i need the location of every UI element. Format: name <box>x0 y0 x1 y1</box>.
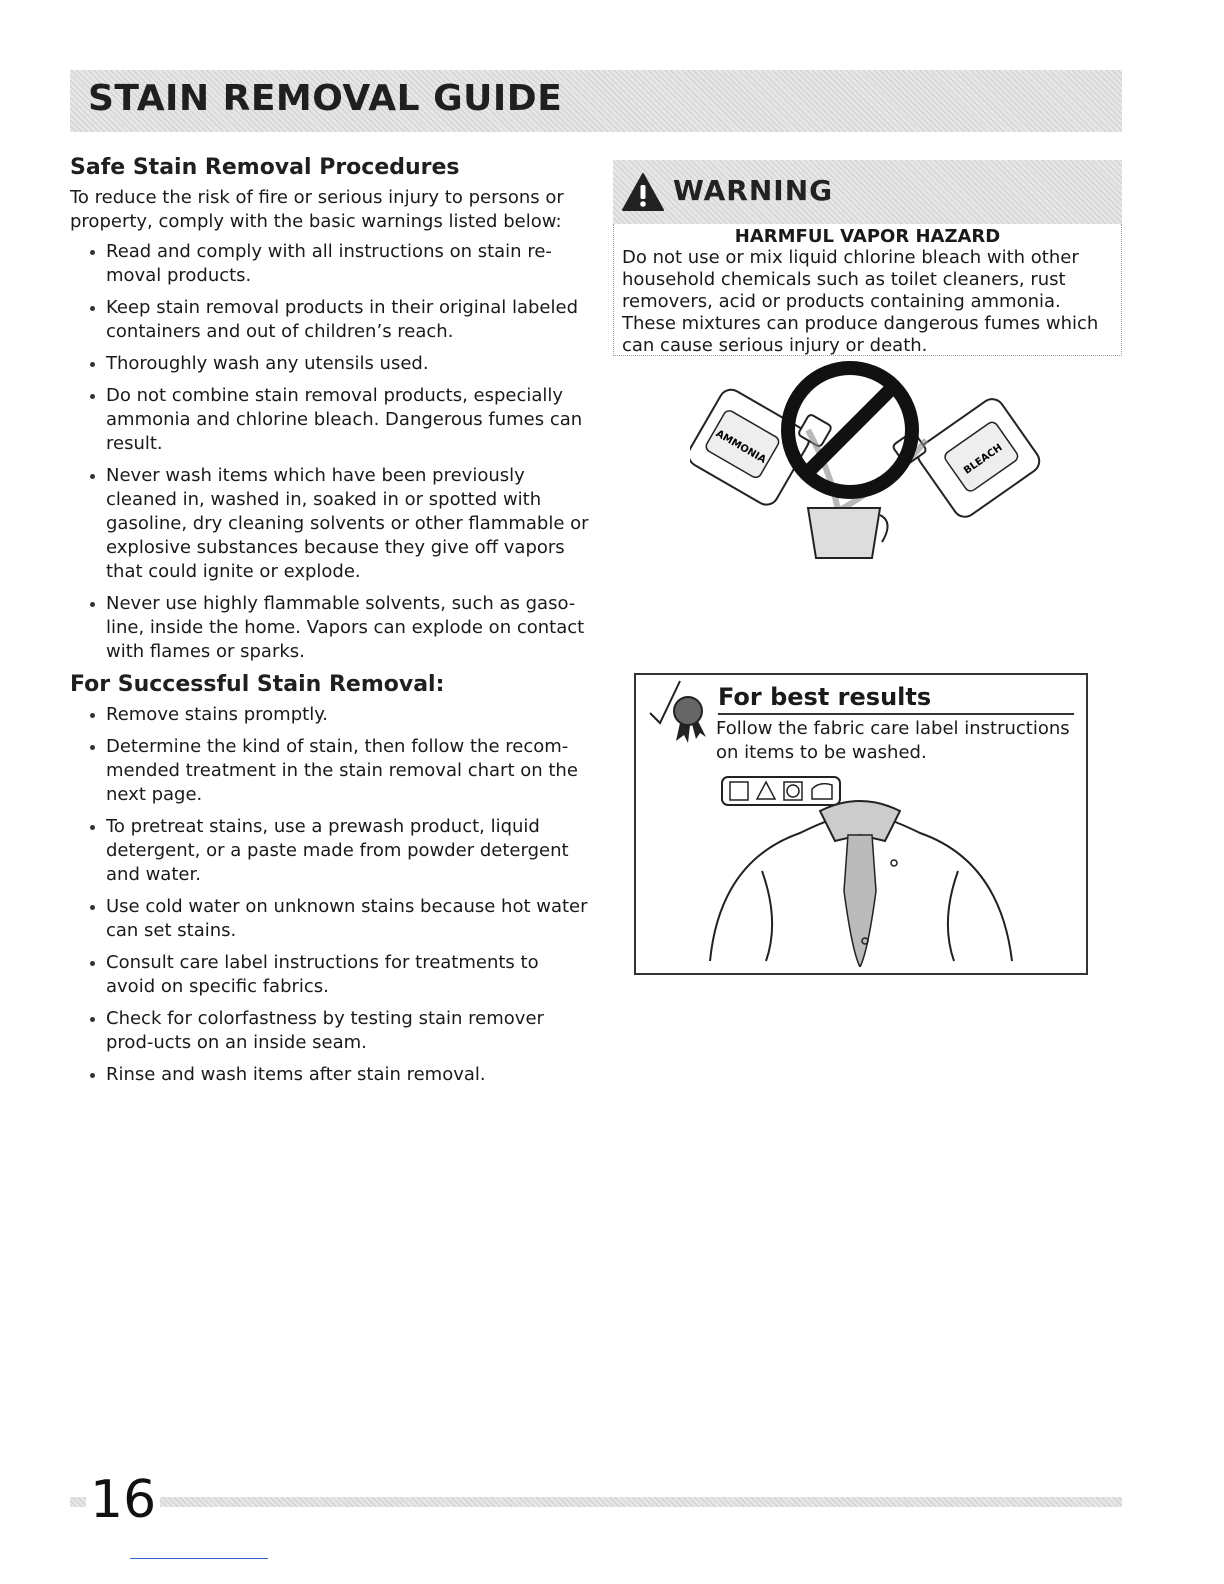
warning-body <box>613 224 1122 356</box>
list-item: Never use highly flammable solvents, such as gaso-line, inside the home. Vapors can explode on contact with flames or sparks. <box>70 592 590 664</box>
footer-bar <box>70 1497 1122 1507</box>
list-item: Thoroughly wash any utensils used. <box>70 352 590 376</box>
measuring-cup <box>808 508 888 558</box>
bleach-label: BLEACH <box>962 442 1005 477</box>
best-results-box <box>634 673 1088 975</box>
list-item: Keep stain removal products in their original labeled containers and out of children’s reach. <box>70 296 590 344</box>
ammonia-label: AMMONIA <box>713 428 768 466</box>
list-item: Consult care label instructions for treatments to avoid on specific fabrics. <box>70 951 590 999</box>
warning-box <box>613 160 1122 356</box>
warning-subtitle: HARMFUL VAPOR HAZARD <box>734 226 1001 247</box>
list-item: Rinse and wash items after stain removal. <box>70 1063 590 1087</box>
list-item: Check for colorfastness by testing stain remover prod-ucts on an inside seam. <box>70 1007 590 1055</box>
list-item: Do not combine stain removal products, especially ammonia and chlorine bleach. Dangerous fumes can result. <box>70 384 590 456</box>
warning-triangle-icon <box>621 172 665 212</box>
list-item: Determine the kind of stain, then follow the recom-mended treatment in the stain removal chart on the next page. <box>70 735 590 807</box>
award-ribbon-icon <box>646 677 714 749</box>
page-title: STAIN REMOVAL GUIDE <box>88 78 563 119</box>
successful-removal-list <box>70 703 590 1087</box>
warning-header <box>613 160 1122 224</box>
shirt-care-label-illustration <box>700 771 1020 967</box>
warning-text: Do not use or mix liquid chlorine bleach with other household chemicals such as toilet cleaners, rust removers, acid or products containing ammonia. These mixtures can produce dangerous fumes which can cause serious injury or death. <box>622 247 1099 356</box>
no-mixing-chemicals-illustration <box>690 360 1050 570</box>
warning-title: WARNING <box>673 174 834 207</box>
list-item: Use cold water on unknown stains because hot water can set stains. <box>70 895 590 943</box>
shirt <box>710 801 1012 967</box>
best-results-title: For best results <box>718 683 1074 715</box>
list-item: Never wash items which have been previously cleaned in, washed in, soaked in or spotted with gasoline, dry cleaning solvents or other flammable or explosive substances because they give off vapors that could ignite or explode. <box>70 464 590 584</box>
safe-procedures-heading: Safe Stain Removal Procedures <box>70 155 460 180</box>
title-banner <box>70 70 1122 132</box>
safe-procedures-list <box>70 240 590 664</box>
best-results-text: Follow the fabric care label instructions on items to be washed. <box>716 718 1070 763</box>
page-number: 16 <box>86 1470 160 1530</box>
list-item: Read and comply with all instructions on stain re-moval products. <box>70 240 590 288</box>
left-column <box>70 155 590 1095</box>
care-symbols <box>722 777 840 805</box>
divider <box>130 1558 268 1559</box>
list-item: To pretreat stains, use a prewash product, liquid detergent, or a paste made from powder detergent and water. <box>70 815 590 887</box>
successful-removal-heading: For Successful Stain Removal: <box>70 672 445 697</box>
safe-procedures-intro: To reduce the risk of fire or serious injury to persons or property, comply with the basic warnings listed below: <box>70 187 564 232</box>
ammonia-bottle <box>690 371 832 515</box>
list-item: Remove stains promptly. <box>70 703 590 727</box>
